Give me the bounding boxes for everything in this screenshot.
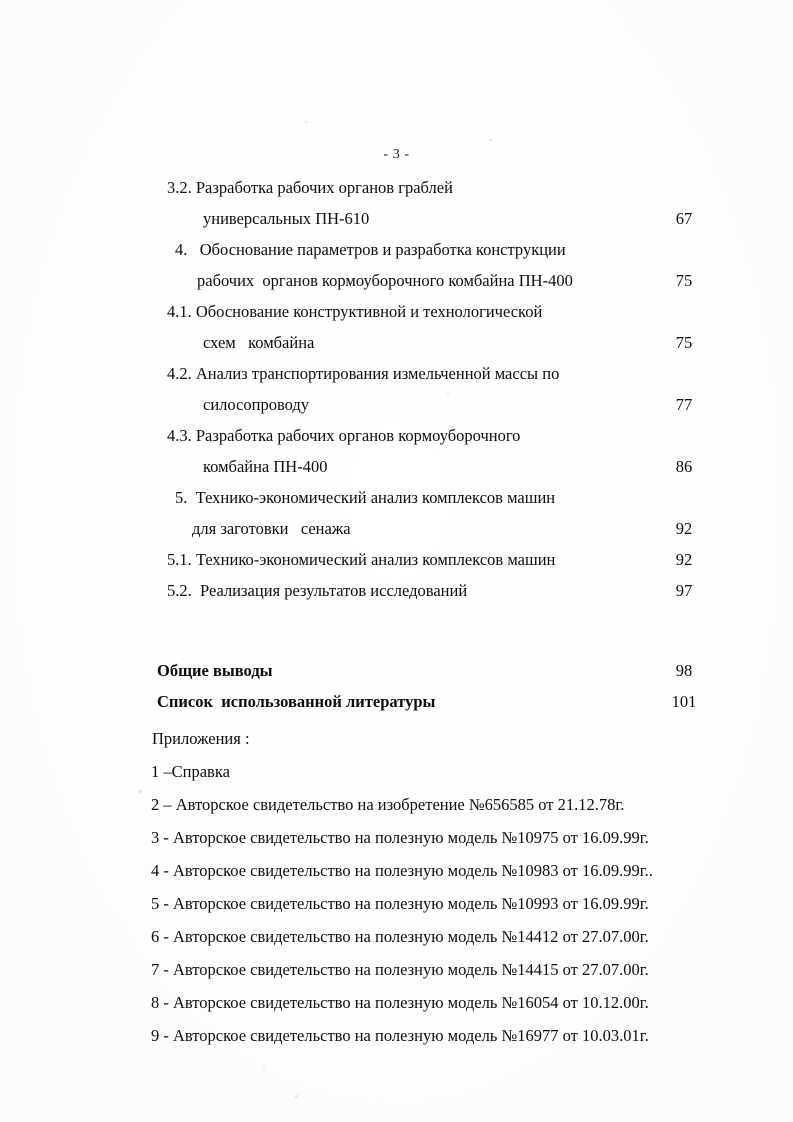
toc-line [0,575,793,606]
toc-entry-title: силосопроводу [203,395,310,414]
toc-entry-title: универсальных ПН-610 [203,209,370,228]
appendix-item [0,854,793,887]
appendix-item [0,920,793,953]
appendix-item [0,821,793,854]
toc-page-number: 75 [675,271,693,290]
toc-line [0,265,793,296]
toc-line [0,513,793,544]
toc-entry [0,482,793,544]
toc-line [0,203,793,234]
toc-entry-title: 5.1. Технико-экономический анализ комплексов машин [167,550,556,569]
scan-speck [447,393,449,395]
toc-entry [0,420,793,482]
toc-line [0,544,793,575]
toc-entry-title: 4.1. Обоснование конструктивной и технологической [167,302,543,321]
appendix-item-label: 4 - Авторское свидетельство на полезную модель №10983 от 16.09.99г.. [151,861,653,880]
scan-speck [295,1095,298,1098]
back-matter-row [0,686,793,717]
toc-line [0,172,793,203]
appendix-item-label: 5 - Авторское свидетельство на полезную модель №10993 от 16.09.99г. [151,894,649,913]
toc-entry-title: 5.2. Реализация результатов исследований [167,581,468,600]
appendices-heading [0,722,793,755]
toc-entry-title: 3.2. Разработка рабочих органов граблей [167,178,453,197]
toc-entry [0,575,793,606]
table-of-contents [0,172,793,606]
toc-page-number: 75 [675,333,693,352]
toc-entry-title: схем комбайна [203,333,315,352]
toc-page-number: 86 [675,457,693,476]
toc-entry [0,358,793,420]
toc-entry [0,544,793,575]
scan-speck [489,139,492,141]
toc-line [0,358,793,389]
toc-entry-title: рабочих органов кормоуборочного комбайна ПН-400 [197,271,573,290]
back-matter-row [0,655,793,686]
toc-page-number: 92 [675,519,693,538]
appendix-item [0,986,793,1019]
toc-line [0,234,793,265]
toc-entry [0,172,793,234]
appendices-heading-label: Приложения : [152,729,250,748]
toc-line [0,296,793,327]
toc-page-number: 92 [675,550,693,569]
toc-page-number: 97 [675,581,693,600]
back-matter-page-number: 101 [671,692,697,711]
appendix-item-label: 8 - Авторское свидетельство на полезную модель №16054 от 10.12.00г. [151,993,649,1012]
toc-line [0,389,793,420]
back-matter-title: Общие выводы [157,661,273,680]
toc-line [0,482,793,513]
toc-entry [0,296,793,358]
appendix-item [0,788,793,821]
back-matter-page-number: 98 [675,661,693,680]
appendix-item-label: 1 –Справка [151,762,230,781]
toc-entry-title: для заготовки сенажа [192,519,351,538]
appendix-item [0,953,793,986]
toc-page-number: 67 [675,209,693,228]
appendix-item-label: 7 - Авторское свидетельство на полезную модель №14415 от 27.07.00г. [151,960,649,979]
appendix-item [0,887,793,920]
toc-entry-title: 4. Обоснование параметров и разработка конструкции [175,240,566,259]
scan-speck [139,790,142,793]
appendix-item-label: 3 - Авторское свидетельство на полезную модель №10975 от 16.09.99г. [151,828,649,847]
toc-entry-title: 4.3. Разработка рабочих органов кормоуборочного [167,426,521,445]
toc-entry-title: 4.2. Анализ транспортирования измельченной массы по [167,364,560,383]
back-matter-list [0,655,793,717]
appendices-section [0,722,793,1052]
scan-speck [263,1066,265,1068]
toc-line [0,327,793,358]
back-matter-title: Список использованной литературы [157,692,436,711]
appendix-item-label: 9 - Авторское свидетельство на полезную модель №16977 от 10.03.01г. [151,1026,649,1045]
toc-line [0,420,793,451]
page-folio: - 3 - [383,147,410,162]
appendix-item-label: 6 - Авторское свидетельство на полезную модель №14412 от 27.07.00г. [151,927,649,946]
toc-page-number: 77 [675,395,693,414]
appendix-item-label: 2 – Авторское свидетельство на изобретение №656585 от 21.12.78г. [151,795,625,814]
appendix-item [0,1019,793,1052]
appendix-item [0,755,793,788]
toc-entry [0,234,793,296]
toc-entry-title: 5. Технико-экономический анализ комплексов машин [175,488,556,507]
scan-speck [305,121,307,123]
toc-line [0,451,793,482]
toc-entry-title: комбайна ПН-400 [203,457,328,476]
